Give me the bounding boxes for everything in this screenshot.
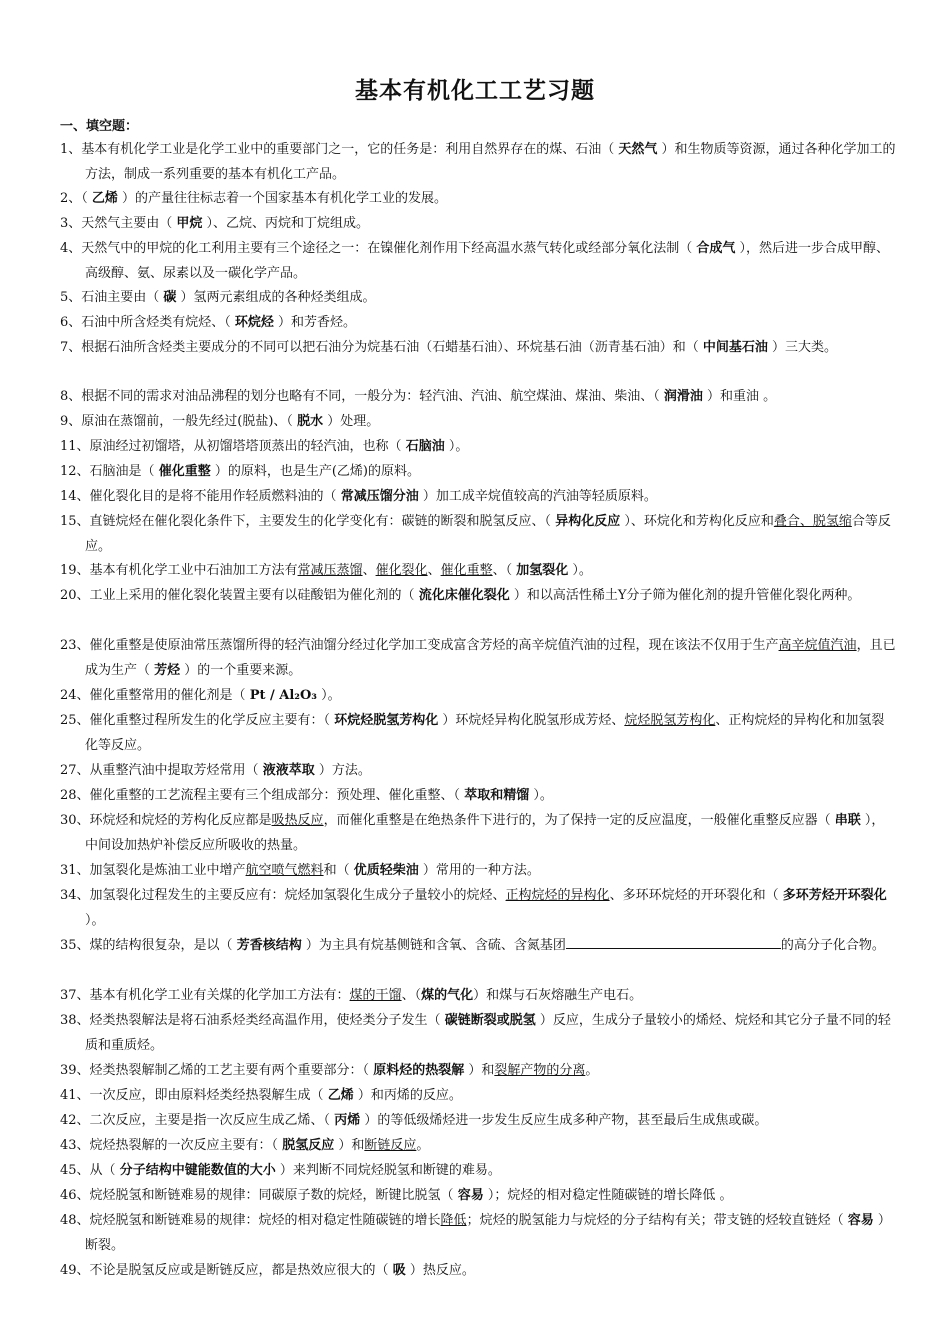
underlined-term: 正构烷烃的异构化 <box>505 888 610 903</box>
question-9: 9、原油在蒸馏前，一般先经过(脱盐)、（ 脱水 ）处理。 <box>60 414 380 429</box>
question-43: 43、烷烃热裂解的一次反应主要有：（ 脱氢反应 ）和断链反应。 <box>60 1138 430 1153</box>
underlined-term: 降低 <box>440 1213 467 1228</box>
answer: 润滑油 <box>663 389 703 404</box>
question-34: 34、加氢裂化过程发生的主要反应有：烷烃加氢裂化生成分子量较小的烷烃、正构烷烃的异构化、多环环烷烃的开环裂化和（ 多环芳烃开环裂化 ）。 <box>60 888 887 928</box>
answer: 碳 <box>163 290 177 305</box>
question-8: 8、根据不同的需求对油品沸程的划分也略有不同，一般分为：轻汽油、汽油、航空煤油、煤油、柴油、（ 润滑油 ）和重油 。 <box>60 389 777 404</box>
answer: 多环芳烃开环裂化 <box>782 888 887 903</box>
question-1: 1、基本有机化学工业是化学工业中的重要部门之一，它的任务是：利用自然界存在的煤、石油（ 天然气 ）和生物质等资源，通过各种化学加工的方法，制成一系列重要的基本有机化工产品。 <box>60 142 896 182</box>
question-19: 19、基本有机化学工业中石油加工方法有常减压蒸馏、催化裂化、催化重整、（ 加氢裂化 ）。 <box>60 563 592 578</box>
question-45: 45、从（ 分子结构中键能数值的大小 ）来判断不同烷烃脱氢和断键的难易。 <box>60 1163 501 1178</box>
underlined-term: 航空喷气燃料 <box>245 863 324 878</box>
answer: 天然气 <box>618 142 658 157</box>
answer: 液液萃取 <box>262 763 315 778</box>
underlined-term: 高辛烷值汽油 <box>778 638 857 653</box>
question-2: 2、（ 乙烯 ）的产量往往标志着一个国家基本有机化学工业的发展。 <box>60 191 448 206</box>
answer: 催化重整 <box>158 464 211 479</box>
answer: 芳烃 <box>154 662 181 678</box>
question-14: 14、催化裂化目的是将不能用作轻质燃料油的（ 常减压馏分油 ）加工成辛烷值较高的汽油等轻质原料。 <box>60 489 657 504</box>
answer: Pt / Al₂O₃ <box>249 688 318 703</box>
question-49: 49、不论是脱氢反应或是断链反应，都是热效应很大的（ 吸 ）热反应。 <box>60 1263 475 1278</box>
question-38: 38、烃类热裂解法是将石油系烃类经高温作用，使烃类分子发生（ 碳链断裂或脱氢 ）反应，生成分子量较小的烯烃、烷烃和其它分子量不同的轻质和重质烃。 <box>60 1013 891 1053</box>
answer: 分子结构中键能数值的大小 <box>119 1163 276 1178</box>
underlined-term: 断链反应 <box>364 1138 417 1153</box>
question-15: 15、直链烷烃在催化裂化条件下，主要发生的化学变化有：碳链的断裂和脱氢反应、（ 异构化反应 ）、环烷化和芳构化反应和叠合、脱氢缩合等反应。 <box>60 514 891 554</box>
question-42: 42、二次反应，主要是指一次反应生成乙烯、（ 丙烯 ）的等低级烯烃进一步发生反应生成多种产物，甚至最后生成焦或碳。 <box>60 1113 768 1128</box>
question-7: 7、根据石油所含烃类主要成分的不同可以把石油分为烷基石油（石蜡基石油）、环烷基石油（沥青基石油）和（ 中间基石油 ）三大类。 <box>60 340 838 355</box>
answer: 脱氢反应 <box>282 1138 335 1153</box>
underlined-term: 催化重整 <box>440 563 493 578</box>
answer: 容易 <box>847 1213 874 1228</box>
answer: 合成气 <box>696 241 736 256</box>
answer: 环烷烃脱氢芳构化 <box>334 713 439 728</box>
answer: 丙烯 <box>334 1113 361 1128</box>
question-39: 39、烃类热裂解制乙烯的工艺主要有两个重要部分：（ 原料烃的热裂解 ）和裂解产物的分离。 <box>60 1063 599 1078</box>
underlined-term: 吸热反应 <box>271 813 324 828</box>
answer: 容易 <box>457 1188 484 1203</box>
answer: 煤的气化 <box>421 988 474 1003</box>
question-48: 48、烷烃脱氢和断链难易的规律：烷烃的相对稳定性随碳链的增长降低；烷烃的脱氢能力与烷烃的分子结构有关；带支链的烃较直链烃（ 容易 ）断裂。 <box>60 1213 891 1253</box>
underlined-term: 常减压蒸馏 <box>297 563 363 578</box>
answer: 吸 <box>392 1263 406 1278</box>
underlined-term: 催化裂化 <box>375 563 428 578</box>
underlined-term: 烷烃脱氢芳构化 <box>624 713 716 728</box>
answer: 石脑油 <box>405 439 445 454</box>
question-25: 25、催化重整过程所发生的化学反应主要有：（ 环烷烃脱氢芳构化 ）环烷烃异构化脱氢形成芳烃、烷烃脱氢芳构化、正构烷烃的异构化和加氢裂化等反应。 <box>60 713 885 753</box>
section-heading: 一、填空题： <box>60 119 139 134</box>
question-24: 24、催化重整常用的催化剂是（ Pt / Al₂O₃ ）。 <box>60 688 341 703</box>
question-35: 35、煤的结构很复杂，是以（ 芳香核结构 ）为主具有烷基侧链和含氧、含硫、含氮基团 的高分子化合物。 <box>60 934 896 959</box>
answer: 串联 <box>834 813 861 828</box>
question-5: 5、石油主要由（ 碳 ）氢两元素组成的各种烃类组成。 <box>60 290 376 305</box>
underlined-term: 裂解产物的分离 <box>494 1063 586 1078</box>
answer: 乙烯 <box>327 1088 354 1103</box>
question-23: 23、催化重整是使原油常压蒸馏所得的轻汽油馏分经过化学加工变成富含芳烃的高辛烷值汽油的过程，现在该法不仅用于生产高辛烷值汽油，且已成为生产（ 芳烃 ）的一个重要来源。 <box>60 638 896 678</box>
answer: 芳香核结构 <box>236 938 302 953</box>
question-46: 46、烷烃脱氢和断链难易的规律：同碳原子数的烷烃，断键比脱氢（ 容易 ）；烷烃的相对稳定性随碳链的增长降低 。 <box>60 1188 733 1203</box>
answer: 流化床催化裂化 <box>418 588 510 603</box>
answer: 碳链断裂或脱氢 <box>444 1013 536 1028</box>
question-31: 31、加氢裂化是炼油工业中增产航空喷气燃料和（ 优质轻柴油 ）常用的一种方法。 <box>60 863 540 878</box>
answer: 异构化反应 <box>555 514 621 529</box>
answer: 脱水 <box>297 414 324 429</box>
question-6: 6、石油中所含烃类有烷烃、（ 环烷烃 ）和芳香烃。 <box>60 315 357 330</box>
question-11: 11、原油经过初馏塔，从初馏塔塔顶蒸出的轻汽油，也称（ 石脑油 ）。 <box>60 439 469 454</box>
question-20: 20、工业上采用的催化裂化装置主要有以硅酸铝为催化剂的（ 流化床催化裂化 ）和以高活性稀土Y分子筛为催化剂的提升管催化裂化两种。 <box>60 588 861 603</box>
question-12: 12、石脑油是（ 催化重整 ）的原料，也是生产(乙烯)的原料。 <box>60 464 420 479</box>
answer: 常减压馏分油 <box>340 489 419 504</box>
answer: 萃取和精馏 <box>464 788 530 803</box>
question-30: 30、环烷烃和烷烃的芳构化反应都是吸热反应，而催化重整是在绝热条件下进行的，为了保持一定的反应温度，一般催化重整反应器（ 串联 ），中间设加热炉补偿反应所吸收的热量。 <box>60 813 885 853</box>
fill-in-blank-line <box>566 935 781 949</box>
question-4: 4、天然气中的甲烷的化工利用主要有三个途径之一：在镍催化剂作用下经高温水蒸气转化或经部分氧化法制（ 合成气 ），然后进一步合成甲醇、高级醇、氨、尿素以及一碳化学产品。 <box>60 241 890 281</box>
question-37: 37、基本有机化学工业有关煤的化学加工方法有：煤的干馏、（煤的气化）和煤与石灰熔融生产电石。 <box>60 988 643 1003</box>
question-27: 27、从重整汽油中提取芳烃常用（ 液液萃取 ）方法。 <box>60 763 371 778</box>
answer: 环烷烃 <box>234 315 274 330</box>
answer: 加氢裂化 <box>516 563 569 578</box>
answer: 中间基石油 <box>702 340 768 355</box>
question-41: 41、一次反应，即由原料烃类经热裂解生成（ 乙烯 ）和丙烯的反应。 <box>60 1088 462 1103</box>
underlined-term: 叠合、脱氢缩 <box>773 514 852 529</box>
answer: 乙烯 <box>91 191 118 206</box>
underlined-term: 煤的干馏 <box>349 988 402 1003</box>
question-28: 28、催化重整的工艺流程主要有三个组成部分：预处理、催化重整、（ 萃取和精馏 ）。 <box>60 788 553 803</box>
answer: 甲烷 <box>176 216 203 231</box>
question-3: 3、天然气主要由（ 甲烷 ）、乙烷、丙烷和丁烷组成。 <box>60 216 370 231</box>
answer: 优质轻柴油 <box>353 863 419 878</box>
answer: 原料烃的热裂解 <box>373 1063 465 1078</box>
page-title: 基本有机化工工艺习题 <box>355 78 595 104</box>
